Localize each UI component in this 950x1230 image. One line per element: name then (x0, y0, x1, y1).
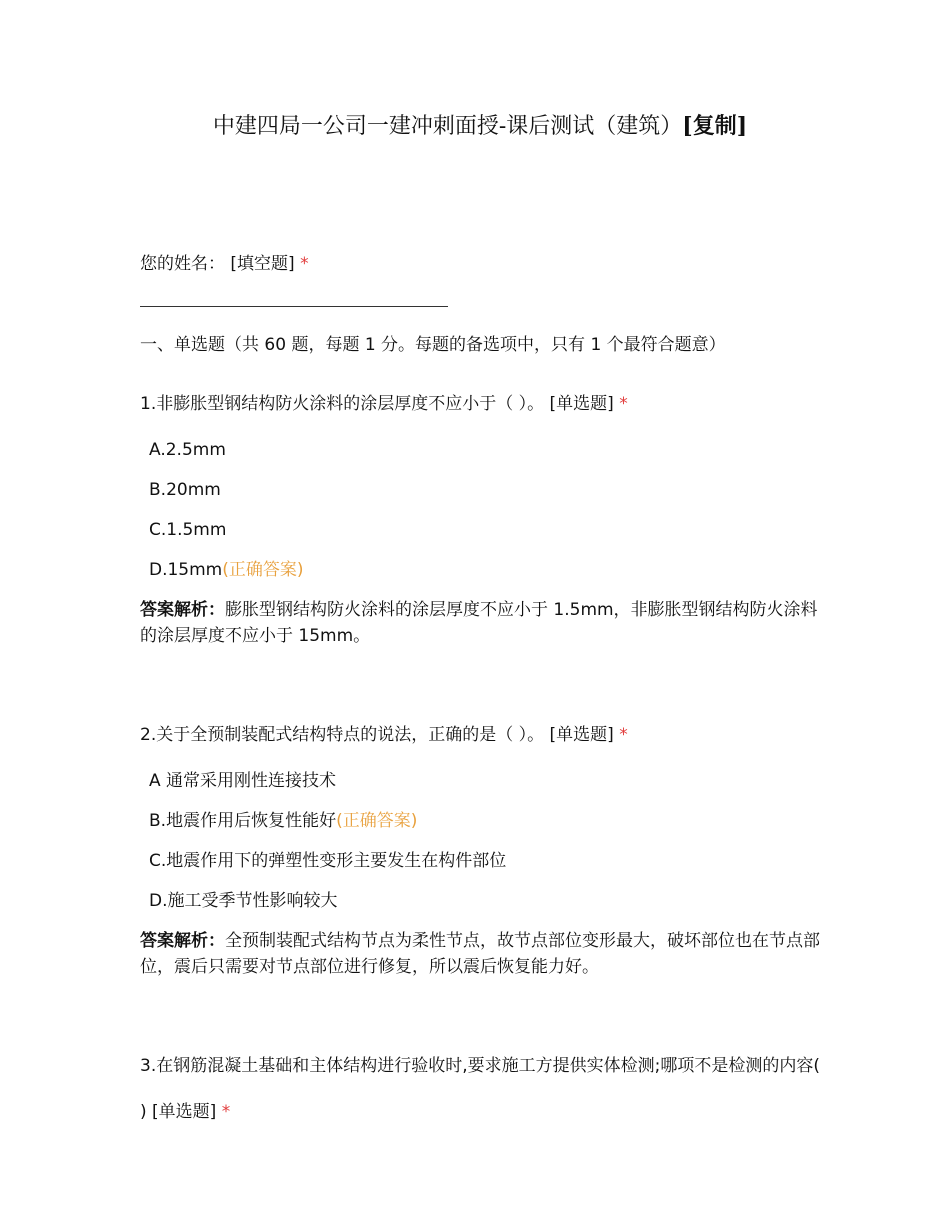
page-title-main: 中建四局一公司一建冲刺面授-课后测试（建筑） (212, 114, 683, 139)
page-title-copy-suffix: [复制] (682, 113, 748, 139)
option-label: A 通常采用刚性连接技术 (149, 771, 337, 791)
required-mark: * (300, 254, 309, 274)
explanation-text: 全预制装配式结构节点为柔性节点，故节点部位变形最大，破坏部位也在节点部位，震后只需要对节点部位进行修复，所以震后恢复能力好。 (140, 931, 820, 977)
question-2-explanation (140, 928, 830, 980)
name-question-type: [填空题] (230, 254, 295, 274)
question-3-stem (140, 1043, 820, 1135)
option-label: A.2.5mm (149, 440, 226, 460)
name-label: 您的姓名： (140, 254, 225, 274)
option-label: D.施工受季节性影响较大 (149, 891, 338, 911)
question-1-type: [单选题] (549, 394, 614, 414)
question-1-explanation (140, 597, 830, 649)
required-mark: * (619, 725, 628, 745)
question-2-option-b[interactable] (149, 809, 417, 833)
question-2-type: [单选题] (549, 725, 614, 745)
question-2-text: 2.关于全预制装配式结构特点的说法，正确的是（ ）。 (140, 725, 545, 745)
option-label: B.20mm (149, 480, 221, 500)
question-1-option-b[interactable] (149, 478, 221, 502)
question-1-option-d[interactable] (149, 558, 304, 582)
question-3-type: [单选题] (152, 1102, 217, 1122)
question-2-option-c[interactable] (149, 849, 506, 873)
correct-answer-tag: (正确答案) (222, 560, 304, 580)
question-1-option-a[interactable] (149, 438, 226, 462)
name-answer-blank[interactable] (140, 306, 448, 307)
question-2-stem (140, 723, 830, 747)
question-1-stem (140, 392, 830, 416)
option-label: D.15mm (149, 560, 223, 580)
option-label: B.地震作用后恢复性能好 (149, 811, 337, 831)
question-2-option-a[interactable] (149, 769, 336, 793)
explanation-label: 答案解析： (140, 600, 225, 620)
question-1-option-c[interactable] (149, 518, 226, 542)
question-3-text: 3.在钢筋混凝土基础和主体结构进行验收时,要求施工方提供实体检测;哪项不是检测的内容( ) (140, 1056, 820, 1122)
option-label: C.1.5mm (149, 520, 227, 540)
question-1-text: 1.非膨胀型钢结构防火涂料的涂层厚度不应小于（ ）。 (140, 394, 545, 414)
name-question (140, 252, 830, 276)
required-mark: * (619, 394, 628, 414)
section-heading: 一、单选题（共 60 题，每题 1 分。每题的备选项中，只有 1 个最符合题意） (140, 335, 726, 355)
required-mark: * (221, 1102, 231, 1122)
page-title (0, 110, 950, 143)
correct-answer-tag: (正确答案) (336, 811, 418, 831)
question-2-option-d[interactable] (149, 889, 338, 913)
explanation-label: 答案解析： (140, 931, 225, 951)
option-label: C.地震作用下的弹塑性变形主要发生在构件部位 (149, 851, 507, 871)
explanation-text: 膨胀型钢结构防火涂料的涂层厚度不应小于 1.5mm，非膨胀型钢结构防火涂料的涂层厚度不应小于 15mm。 (140, 600, 818, 646)
